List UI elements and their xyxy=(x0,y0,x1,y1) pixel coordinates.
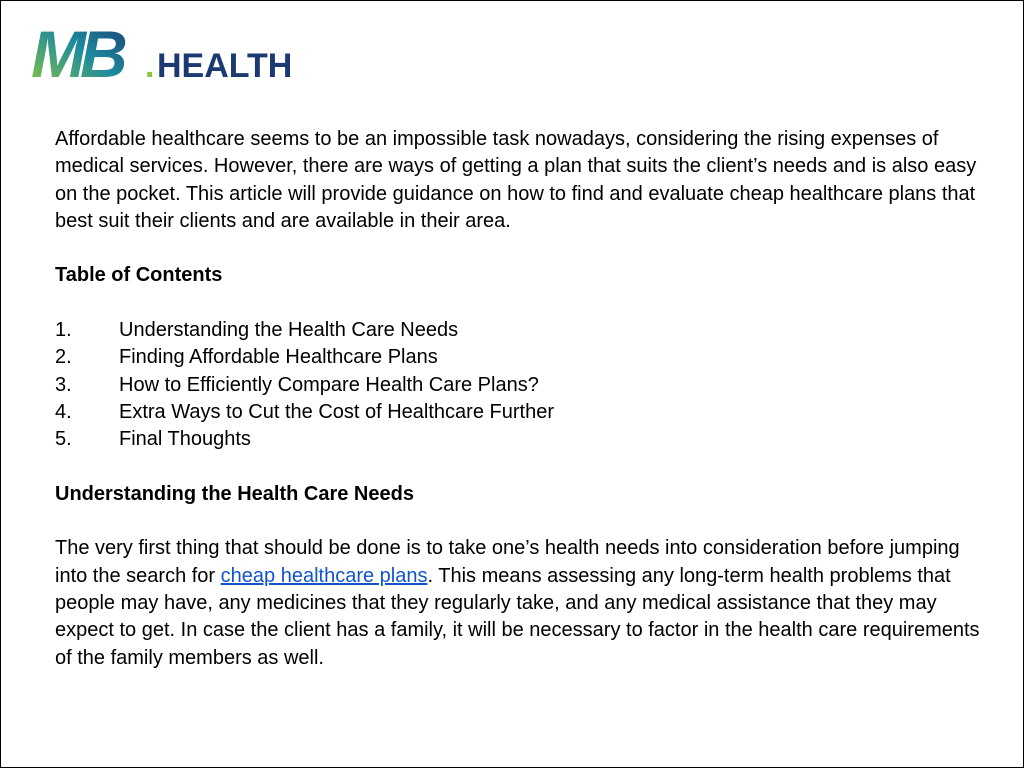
toc-heading: Table of Contents xyxy=(55,264,223,287)
toc-item-number: 1. xyxy=(55,319,72,342)
logo-word: HEALTH xyxy=(157,47,293,81)
paragraph-text: . This means assessing any long-term health problems that people may have, any medicines that they regularly take, and any medical assistance that they may expect to get. In case the client has a family, it will be necessary to factor in the health care requirements of the family members as well. xyxy=(55,564,980,669)
toc-item xyxy=(55,426,985,453)
spacer xyxy=(55,235,985,262)
toc-item-number: 3. xyxy=(55,373,72,396)
toc-item-label: Finding Affordable Healthcare Plans xyxy=(119,346,438,369)
toc-item-label: Extra Ways to Cut the Cost of Healthcare Further xyxy=(119,400,554,423)
section-heading: Understanding the Health Care Needs xyxy=(55,482,414,505)
logo-dot: . xyxy=(145,47,155,81)
toc-item-label: How to Efficiently Compare Health Care Plans? xyxy=(119,373,539,396)
toc-item-label: Understanding the Health Care Needs xyxy=(119,319,459,342)
spacer xyxy=(55,290,985,317)
toc-item xyxy=(55,344,985,371)
article-body xyxy=(55,126,985,672)
toc-item xyxy=(55,372,985,399)
spacer xyxy=(55,454,985,481)
logo-mark: MB xyxy=(31,23,122,81)
toc-list xyxy=(55,317,985,453)
paragraph-text: The very first thing that should be done is to take one’s health needs into consideration before jumping into the search for xyxy=(55,537,960,587)
toc-item xyxy=(55,317,985,344)
toc-item xyxy=(55,399,985,426)
toc-item-number: 4. xyxy=(55,400,72,423)
cheap-healthcare-plans-link[interactable]: cheap healthcare plans xyxy=(220,564,428,587)
toc-item-number: 5. xyxy=(55,428,72,451)
intro-paragraph: Affordable healthcare seems to be an impossible task nowadays, considering the rising expenses of medical services. However, there are ways of getting a plan that suits the client’s needs and is also easy on the pocket. This article will provide guidance on how to find and evaluate cheap healthcare plans that best suit their clients and are available in their area. xyxy=(55,128,977,232)
spacer xyxy=(55,508,985,535)
mb-health-logo xyxy=(31,23,301,81)
toc-item-number: 2. xyxy=(55,346,72,369)
section-paragraph xyxy=(55,535,985,671)
toc-item-label: Final Thoughts xyxy=(119,428,251,451)
